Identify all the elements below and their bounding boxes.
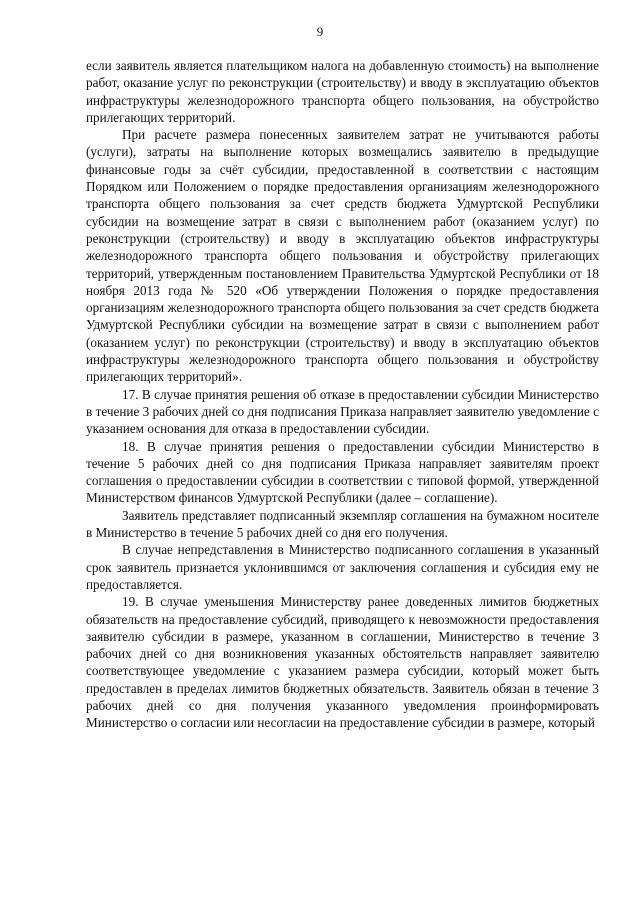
paragraph-cost-calculation: При расчете размера понесенных заявителем затрат не учитываются работы (услуги), затраты на выполнение которых возмещались заявителю в предыдущие финансовые годы за счёт субсидии, предоставленной в соответствии с настоящим Порядком или Положением о порядке предоставления организациям железнодорожного транспорта общего пользования за счет средств бюджета Удмуртской Республики субсидии на возмещение затрат в связи с выполнением работ (оказанием услуг) по реконструкции (строительству) и вводу в эксплуатацию объектов инфраструктуры железнодорожного транспорта общего пользования и обустройству прилегающих территорий, утвержденным постановлением Правительства Удмуртской Республики от 18 ноября 2013 года № 520 «Об утверждении Положения о порядке предоставления организациям железнодорожного транспорта общего пользования за счет средств бюджета Удмуртской Республики субсидии на возмещение затрат в связи с выполнением работ (оказанием услуг) по реконструкции (строительству) и вводу в эксплуатацию объектов инфраструктуры железнодорожного транспорта общего пользования и обустройству прилегающих территорий».: [86, 127, 599, 385]
paragraph-clause-19: 19. В случае уменьшения Министерству ранее доведенных лимитов бюджетных обязательств на предоставление субсидий, приводящего к невозможности предоставления заявителю субсидии в размере, указанном в соглашении, Министерство в течение 3 рабочих дней со дня возникновения указанных обстоятельств направляет заявителю соответствующее уведомление с указанием размера субсидии, который может быть предоставлен в пределах лимитов бюджетных обязательств. Заявитель обязан в течение 3 рабочих дней со дня получения указанного уведомления проинформировать Министерство о согласии или несогласии на предоставление субсидии в размере, который: [86, 594, 599, 731]
paragraph-signed-copy: Заявитель представляет подписанный экземпляр соглашения на бумажном носителе в Министерство в течение 5 рабочих дней со дня его получения.: [86, 507, 599, 541]
page-number: 9: [316, 24, 324, 39]
paragraph-clause-18: 18. В случае принятия решения о предоставлении субсидии Министерство в течение 5 рабочих дней со дня подписания Приказа направляет заявителям проект соглашения о предоставлении субсидии в соответствии с типовой формой, утвержденной Министерством финансов Удмуртской Республики (далее – соглашение).: [86, 438, 599, 506]
document-body: [86, 57, 599, 732]
paragraph-clause-17: 17. В случае принятия решения об отказе в предоставлении субсидии Министерство в течение 3 рабочих дней со дня подписания Приказа направляет заявителю уведомление с указанием основания для отказа в предоставлении субсидии.: [86, 386, 599, 437]
paragraph-continuation: если заявитель является плательщиком налога на добавленную стоимость) на выполнение работ, оказание услуг по реконструкции (строительству) и вводу в эксплуатацию объектов инфраструктуры железнодорожного транспорта общего пользования, на обустройство прилегающих территорий.: [86, 58, 599, 125]
paragraph-non-submission: В случае непредставления в Министерство подписанного соглашения в указанный срок заявитель признается уклонившимся от заключения соглашения и субсидия ему не предоставляется.: [86, 542, 599, 592]
